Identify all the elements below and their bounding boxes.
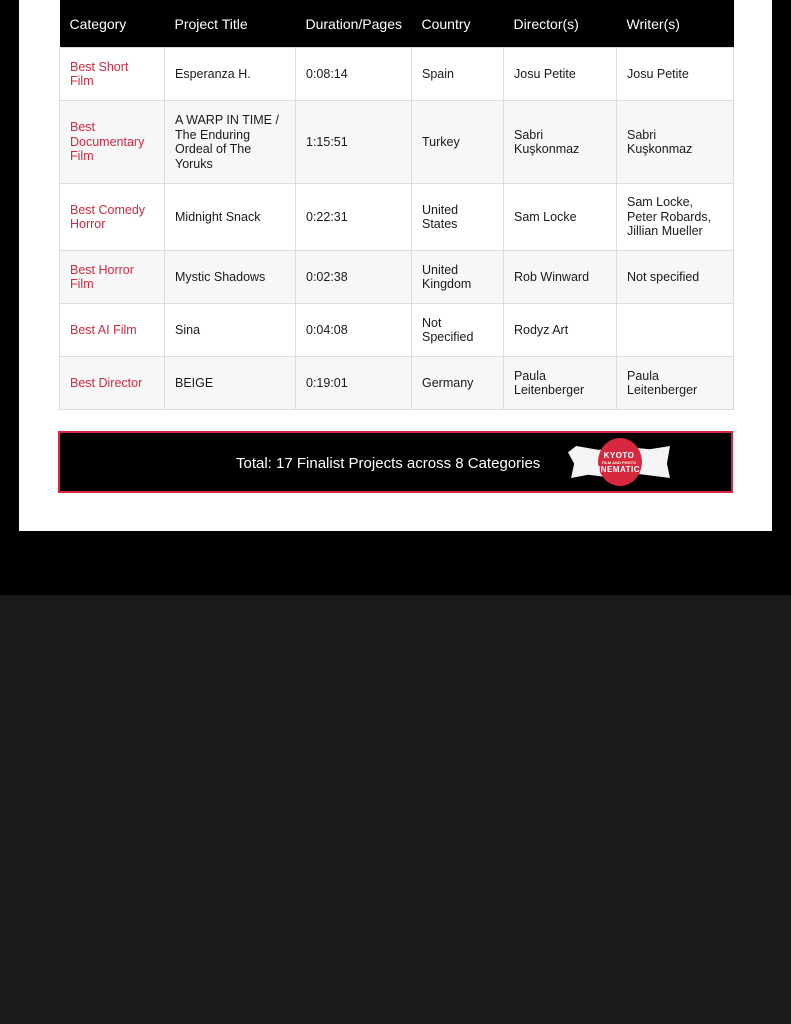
title-cell: Mystic Shadows: [165, 251, 296, 304]
director-cell: Paula Leitenberger: [504, 357, 617, 410]
writer-cell: Not specified: [617, 251, 734, 304]
country-cell: United States: [412, 184, 504, 251]
title-cell: BEIGE: [165, 357, 296, 410]
duration-cell: 0:08:14: [296, 48, 412, 101]
table-header-row: [60, 0, 734, 48]
title-cell: Esperanza H.: [165, 48, 296, 101]
title-cell: A WARP IN TIME / The Enduring Ordeal of The Yoruks: [165, 101, 296, 184]
kyoto-cinematica-logo: [568, 438, 670, 486]
country-cell: United Kingdom: [412, 251, 504, 304]
column-header-duration: Duration/Pages: [296, 0, 412, 48]
table-row: [60, 357, 734, 410]
duration-cell: 1:15:51: [296, 101, 412, 184]
logo-text-cinematica: CINEMATICA: [591, 465, 647, 474]
table-row: [60, 251, 734, 304]
director-cell: Josu Petite: [504, 48, 617, 101]
country-cell: Turkey: [412, 101, 504, 184]
director-cell: Sam Locke: [504, 184, 617, 251]
table-row: [60, 184, 734, 251]
category-cell: Best AI Film: [60, 304, 165, 357]
duration-cell: 0:22:31: [296, 184, 412, 251]
country-cell: Germany: [412, 357, 504, 410]
category-cell: Best Comedy Horror: [60, 184, 165, 251]
column-header-project-title: Project Title: [165, 0, 296, 48]
duration-cell: 0:19:01: [296, 357, 412, 410]
writer-cell: Paula Leitenberger: [617, 357, 734, 410]
duration-cell: 0:02:38: [296, 251, 412, 304]
logo-text-subtitle: FILM AND PHOTO: [601, 460, 637, 465]
director-cell: Sabri Kuşkonmaz: [504, 101, 617, 184]
country-cell: Not Specified: [412, 304, 504, 357]
writer-cell: [617, 304, 734, 357]
category-cell: Best Horror Film: [60, 251, 165, 304]
table-row: [60, 304, 734, 357]
country-cell: Spain: [412, 48, 504, 101]
column-header-category: Category: [60, 0, 165, 48]
finalists-table: [59, 0, 734, 410]
category-cell: Best Short Film: [60, 48, 165, 101]
column-header-directors: Director(s): [504, 0, 617, 48]
writer-cell: Josu Petite: [617, 48, 734, 101]
writer-cell: Sabri Kuşkonmaz: [617, 101, 734, 184]
total-summary-bar: [58, 431, 733, 493]
duration-cell: 0:04:08: [296, 304, 412, 357]
table-row: [60, 48, 734, 101]
logo-text-kyoto: KYOTO: [603, 451, 635, 460]
column-header-writers: Writer(s): [617, 0, 734, 48]
table-row: [60, 101, 734, 184]
column-header-country: Country: [412, 0, 504, 48]
director-cell: Rob Winward: [504, 251, 617, 304]
title-cell: Sina: [165, 304, 296, 357]
category-cell: Best Documentary Film: [60, 101, 165, 184]
writer-cell: Sam Locke, Peter Robards, Jillian Mueller: [617, 184, 734, 251]
director-cell: Rodyz Art: [504, 304, 617, 357]
category-cell: Best Director: [60, 357, 165, 410]
total-summary-text: Total: 17 Finalist Projects across 8 Categories: [236, 455, 541, 472]
title-cell: Midnight Snack: [165, 184, 296, 251]
